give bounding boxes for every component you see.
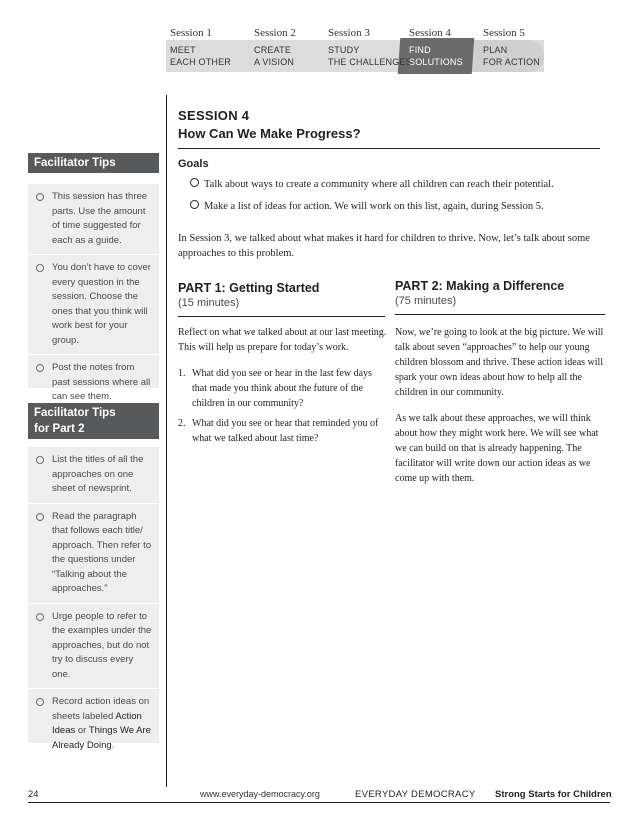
question-item: 2. What did you see or hear that reminded you of what we talked about last time? <box>178 418 379 444</box>
circle-bullet-icon <box>36 613 44 621</box>
circle-bullet-icon <box>36 193 44 201</box>
circle-bullet-icon <box>36 513 44 521</box>
goal-item: Talk about ways to create a community where all children can reach their potential. <box>190 178 554 190</box>
goals-heading: Goals <box>178 158 209 170</box>
tip-divider <box>28 688 159 689</box>
part2-duration: (75 minutes) <box>395 295 457 307</box>
session-2-number: Session 2 <box>254 27 296 39</box>
page-number: 24 <box>28 789 39 800</box>
part2-title: PART 2: Making a Difference <box>395 279 565 293</box>
circle-bullet-icon <box>36 364 44 372</box>
tip-item: This session has three parts. Use the amount of time suggested for each as a guide. <box>34 190 153 248</box>
session-5-label: PLAN FOR ACTION <box>483 45 541 67</box>
tip-divider <box>28 503 159 504</box>
footer-org: EVERYDAY DEMOCRACY <box>355 789 476 800</box>
part1-title: PART 1: Getting Started <box>178 281 320 295</box>
circle-bullet-icon <box>36 698 44 706</box>
facilitator-tips-box <box>28 184 159 402</box>
tip-item: Record action ideas on sheets labeled Action Ideas or Things We Are Already Doing. <box>34 695 153 753</box>
circle-bullet-icon <box>190 178 199 187</box>
session-3-label: STUDY THE CHALLENGES <box>328 45 412 67</box>
session-nav <box>166 0 636 80</box>
session-label: SESSION 4 <box>178 108 250 123</box>
footer-url: www.everyday-democracy.org <box>200 789 320 799</box>
part2-divider <box>395 314 605 315</box>
tip-item: You don’t have to cover every question in the session. Choose the ones that you think will work best for your group. <box>34 261 153 348</box>
circle-bullet-icon <box>36 264 44 272</box>
tip-divider <box>28 354 159 355</box>
circle-bullet-icon <box>190 200 199 209</box>
goal-item: Make a list of ideas for action. We will work on this list, again, during Session 5. <box>190 200 544 212</box>
session-1-number: Session 1 <box>170 27 212 39</box>
question-item: 1. What did you see or hear in the last few days that made you think about the future of the children in our community? <box>178 368 372 409</box>
things-already-doing-label: Things We Are Already Doing <box>52 725 151 751</box>
tip-item: List the titles of all the approaches on one sheet of newsprint. <box>34 453 153 497</box>
part2-body: Now, we’re going to look at the big picture. We will talk about seven “approaches” to help our young children blossom and thrive. These action ideas will spark your own ideas about how to help all the children in our community. As we talk about these approaches, we will think about how they might work here. We will see what we can build on that is already happening. The facilitator will write down our action ideas as we come up with them. <box>395 327 604 484</box>
tip-item: Post the notes from past sessions where all can see them. <box>34 361 153 405</box>
session-4-label: FIND SOLUTIONS <box>409 45 463 67</box>
session-3-number: Session 3 <box>328 27 370 39</box>
facilitator-tips-header: Facilitator Tips <box>28 153 159 173</box>
page-title: How Can We Make Progress? <box>178 126 361 141</box>
circle-bullet-icon <box>36 456 44 464</box>
session-5-number: Session 5 <box>483 27 525 39</box>
session-4-number: Session 4 <box>409 27 451 39</box>
heading-divider <box>178 148 600 149</box>
column-divider <box>166 95 167 787</box>
facilitator-tips-part2-header: Facilitator Tips for Part 2 <box>28 403 159 439</box>
part1-divider <box>178 316 385 317</box>
facilitator-tips-part2-box <box>28 447 159 751</box>
tip-item: Urge people to refer to the examples under the approaches, but do not try to discuss every one. <box>34 610 153 683</box>
tip-divider <box>28 603 159 604</box>
action-ideas-label: Action Ideas <box>52 710 142 736</box>
part1-duration: (15 minutes) <box>178 297 240 309</box>
part1-body: Reflect on what we talked about at our last meeting. This will help us prepare for today’s work. 1. What did you see or hear in the last few days that made you think about the future of the children in our community? 2. What did you see or hear that reminded you of what we talked about last time? <box>178 327 387 444</box>
session-1-label: MEET EACH OTHER <box>170 45 232 67</box>
footer-publication-title: Strong Starts for Children <box>495 789 612 800</box>
tip-item: Read the paragraph that follows each title/ approach. Then refer to the questions under “Talking about the approaches.” <box>34 510 153 597</box>
session-2-label: CREATE A VISION <box>254 45 295 67</box>
footer-divider <box>28 802 610 803</box>
tip-divider <box>28 254 159 255</box>
intro-paragraph: In Session 3, we talked about what makes it hard for children to thrive. Now, let’s talk about some approaches to this problem. <box>178 233 590 259</box>
